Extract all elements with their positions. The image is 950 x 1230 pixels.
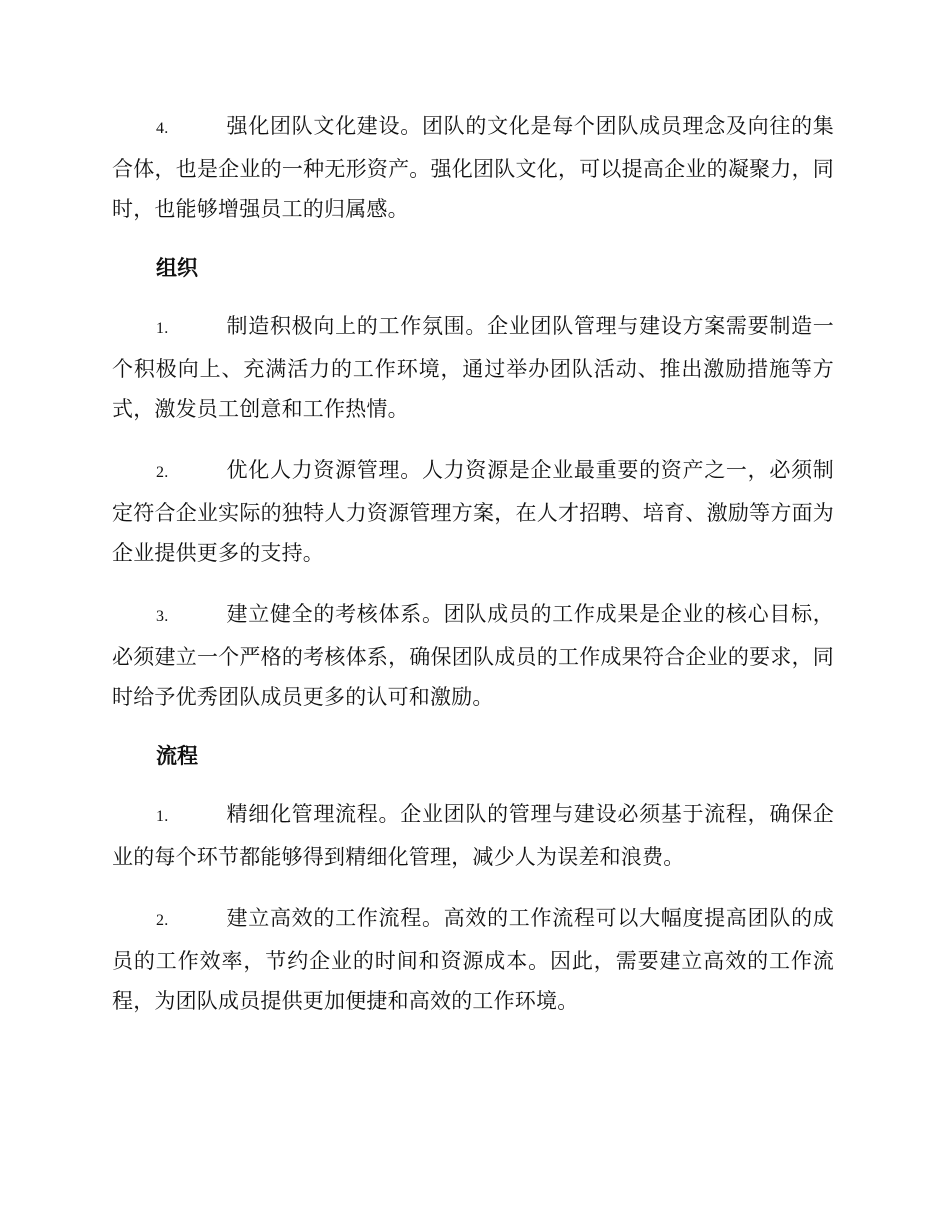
list-item-text: 精细化管理流程。企业团队的管理与建设必须基于流程，确保企业的每个环节都能够得到精细化管理，减少人为误差和浪费。 — [112, 802, 834, 869]
list-item — [112, 106, 834, 229]
list-item — [112, 794, 834, 877]
list-number: 2. — [156, 464, 169, 481]
list-number: 1. — [156, 320, 169, 337]
list-item-text: 建立高效的工作流程。高效的工作流程可以大幅度提高团队的成员的工作效率，节约企业的时间和资源成本。因此，需要建立高效的工作流程，为团队成员提供更加便捷和高效的工作环境。 — [112, 906, 834, 1013]
section-heading-process: 流程 — [156, 743, 198, 768]
list-item-text: 优化人力资源管理。人力资源是企业最重要的资产之一，必须制定符合企业实际的独特人力资源管理方案，在人才招聘、培育、激励等方面为企业提供更多的支持。 — [112, 458, 834, 565]
list-number: 1. — [156, 808, 169, 825]
list-item-text: 强化团队文化建设。团队的文化是每个团队成员理念及向往的集合体，也是企业的一种无形资产。强化团队文化，可以提高企业的凝聚力，同时，也能够增强员工的归属感。 — [112, 114, 834, 221]
list-number: 3. — [156, 608, 169, 625]
list-item-text: 制造积极向上的工作氛围。企业团队管理与建设方案需要制造一个积极向上、充满活力的工作环境，通过举办团队活动、推出激励措施等方式，激发员工创意和工作热情。 — [112, 314, 834, 421]
list-item — [112, 450, 834, 573]
list-item — [112, 306, 834, 429]
list-number: 4. — [156, 120, 169, 137]
section-heading-organization: 组织 — [156, 255, 198, 280]
list-number: 2. — [156, 912, 169, 929]
list-item — [112, 898, 834, 1021]
document-page — [112, 106, 834, 1042]
list-item-text: 建立健全的考核体系。团队成员的工作成果是企业的核心目标，必须建立一个严格的考核体系，确保团队成员的工作成果符合企业的要求，同时给予优秀团队成员更多的认可和激励。 — [112, 602, 834, 709]
list-item — [112, 594, 834, 717]
